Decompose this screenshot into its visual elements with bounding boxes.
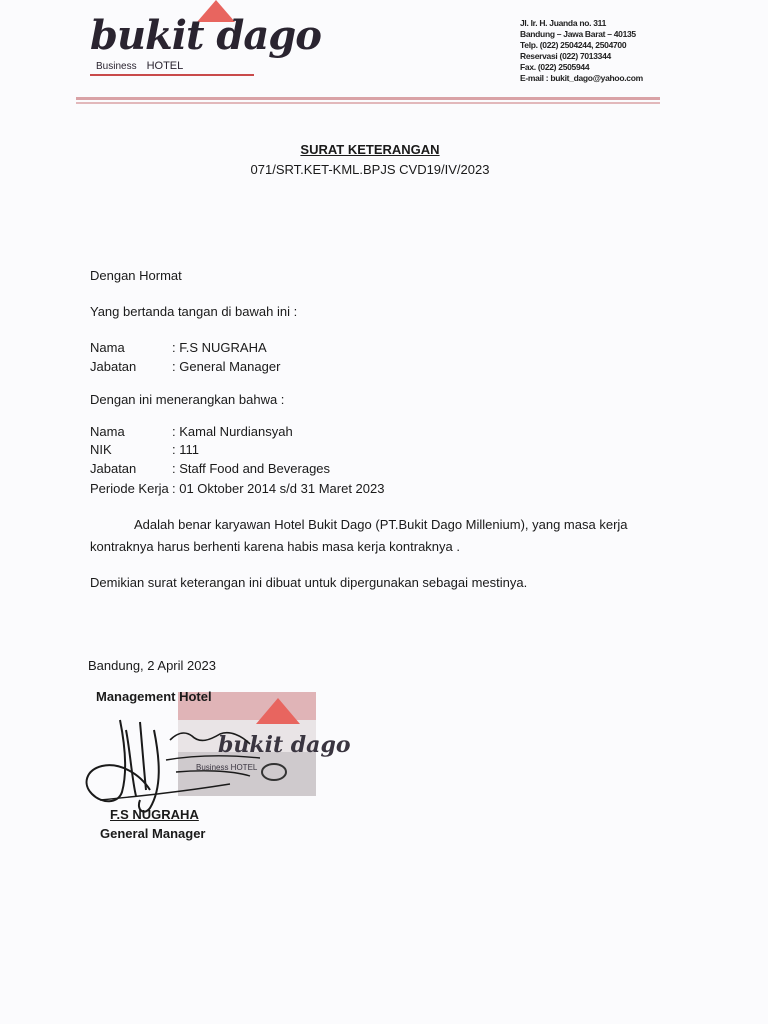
logo-sub-hotel: HOTEL (146, 60, 184, 72)
stamp-subtitle: Business HOTEL (196, 763, 258, 772)
signer-position-label: Jabatan (90, 359, 137, 374)
employee-period-value: : 01 Oktober 2014 s/d 31 Maret 2023 (172, 481, 385, 496)
handwritten-signature (80, 700, 300, 820)
body-paragraph-line-2: kontraknya harus berhenti karena habis masa kerja kontraknya . (90, 539, 460, 554)
document-title (0, 142, 740, 157)
signatory-title: General Manager (100, 826, 206, 841)
address-line: Reservasi (022) 7013344 (520, 51, 611, 61)
hotel-logo (90, 0, 321, 80)
address-line: Bandung – Jawa Barat – 40135 (520, 29, 636, 39)
greeting: Dengan Hormat (90, 268, 182, 283)
organization-label: Management Hotel (96, 689, 212, 704)
address-line: Jl. Ir. H. Juanda no. 311 (520, 18, 607, 28)
signatory-name: F.S NUGRAHA (110, 807, 199, 822)
employee-period-label: Periode Kerja (90, 481, 169, 496)
logo-sub-business: Business (96, 61, 137, 72)
employee-name-value: : Kamal Nurdiansyah (172, 424, 293, 439)
employee-nik-label: NIK (90, 442, 112, 457)
body-paragraph-line-1: Adalah benar karyawan Hotel Bukit Dago (PT.Bukit Dago Millenium), yang masa kerja (134, 517, 628, 532)
document-number: 071/SRT.KET-KML.BPJS CVD19/IV/2023 (250, 162, 490, 177)
document-title-text: SURAT KETERANGAN (300, 142, 440, 157)
signer-name-value: : F.S NUGRAHA (172, 340, 267, 355)
declaration-text: Dengan ini menerangkan bahwa : (90, 392, 285, 407)
signer-position-value: : General Manager (172, 359, 281, 374)
stamp-wordmark: bukit dago (218, 732, 351, 758)
closing-text: Demikian surat keterangan ini dibuat untuk dipergunakan sebagai mestinya. (90, 575, 528, 590)
address-line: Fax. (022) 2505944 (520, 62, 590, 72)
intro-text: Yang bertanda tangan di bawah ini : (90, 304, 298, 319)
logo-subtitle (96, 60, 183, 72)
letterhead-divider (76, 97, 660, 100)
employee-name-label: Nama (90, 424, 125, 439)
logo-underline (90, 74, 254, 76)
hotel-address (520, 18, 643, 84)
letterhead-divider-2 (76, 102, 660, 104)
logo-wordmark: bukit dago (90, 12, 321, 59)
employee-nik-value: : 111 (172, 442, 199, 457)
address-line: E-mail : bukit_dago@yahoo.com (520, 73, 643, 83)
signer-name-label: Nama (90, 340, 125, 355)
employee-position-value: : Staff Food and Beverages (172, 461, 331, 476)
address-line: Telp. (022) 2504244, 2504700 (520, 40, 627, 50)
place-date: Bandung, 2 April 2023 (88, 658, 216, 673)
employee-position-label: Jabatan (90, 461, 137, 476)
